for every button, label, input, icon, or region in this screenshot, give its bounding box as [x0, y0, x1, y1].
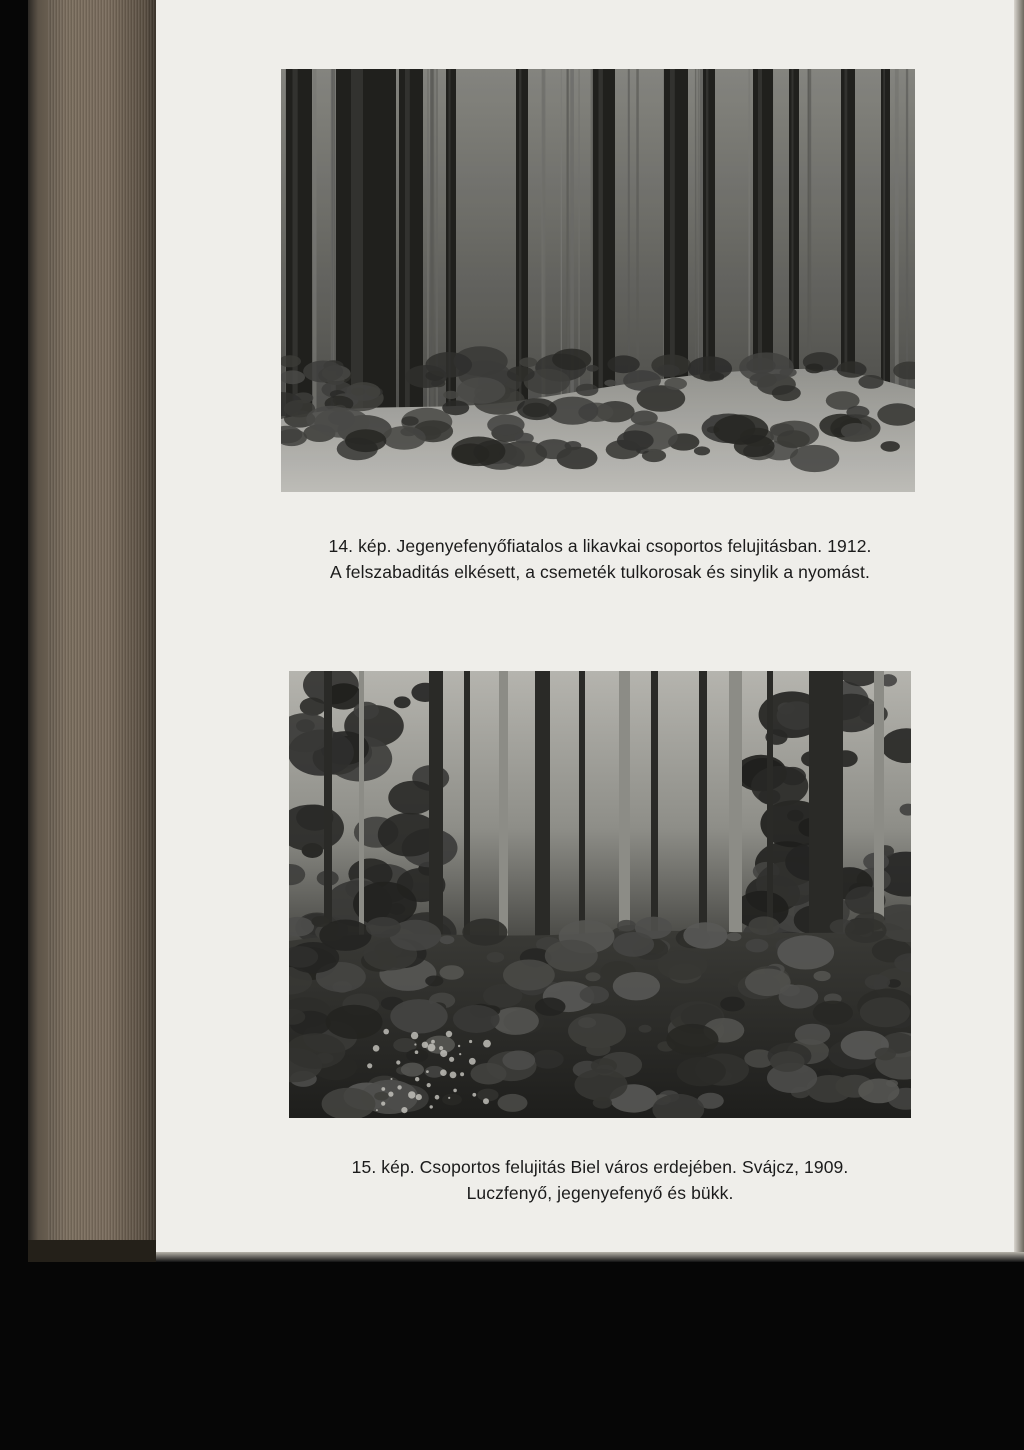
figure-14-caption-line-1: 14. kép. Jegenyefenyőfiatalos a likavkai csoportos felujitásban. 1912.	[328, 536, 872, 556]
figure-14-caption	[240, 533, 960, 585]
figure-15-caption-line-1: 15. kép. Csoportos felujitás Biel város erdejében. Svájcz, 1909.	[351, 1157, 849, 1177]
page-bottom-edge	[156, 1252, 1024, 1262]
forest-photo-14-image	[281, 69, 915, 492]
forest-photo-14	[281, 69, 915, 492]
forest-photo-15-image	[289, 671, 911, 1118]
figure-15-caption	[260, 1154, 940, 1206]
figure-14-caption-line-2: A felszabaditás elkésett, a csemeték tulkorosak és sinylik a nyomást.	[330, 562, 870, 582]
page-edges	[48, 0, 154, 1262]
figure-15-caption-line-2: Luczfenyő, jegenyefenyő és bükk.	[466, 1183, 734, 1203]
forest-photo-15	[289, 671, 911, 1118]
binding-bottom	[28, 1240, 156, 1262]
page-right-edge	[1014, 0, 1024, 1253]
